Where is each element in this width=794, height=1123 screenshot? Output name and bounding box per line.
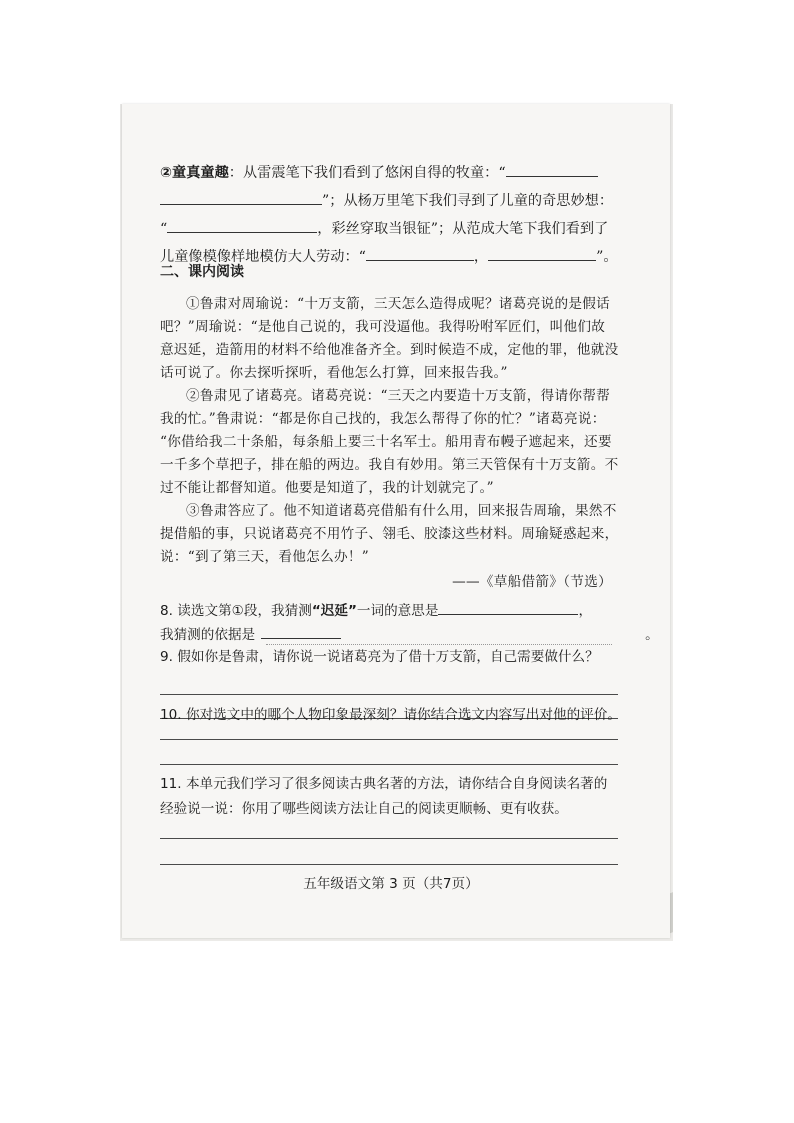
q8-blank-2-spacer [437,625,645,639]
s1-text-4c: ”。 [596,249,618,265]
q8-text-a: 8. 读选文第①段，我猜测 [160,603,312,619]
q9-answer-line-1[interactable] [160,694,618,695]
blank-3[interactable] [167,218,317,233]
q11-line-1: 11. 本单元我们学习了很多阅读古典名著的方法，请你结合自身阅读名著的 [160,776,608,792]
passage-p3-l2: 提借船的事，只说诸葛亮不用竹子、翎毛、胶漆这些材料。周瑜疑惑起来， [160,526,619,542]
s1-text-3a: “ [160,221,168,237]
s1-text-4a: 儿童像模像样地模仿大人劳动：“ [160,249,366,265]
q8-text-b: 一词的意思是 [356,603,439,619]
section-2-title: 二、课内阅读 [160,264,244,280]
q8-blank-2[interactable] [261,624,341,639]
passage-p1-l3: 意迟延，造箭用的材料不给他准备齐全。到时候造不成，定他的罪，他就没 [160,342,619,358]
q11-answer-line-1[interactable] [160,838,618,839]
q10-answer-line-2[interactable] [160,764,618,765]
q8-blank-2-line[interactable] [266,644,612,645]
q8-text-d: 我猜测的依据是 [160,627,256,643]
page-footer: 五年级语文第 3 页（共7页） [303,876,479,892]
s1-text-3b: ，彩丝穿取当银钲”；从范成大笔下我们看到了 [317,221,609,237]
q10-answer-line-1[interactable] [160,739,618,740]
q10-question: 10. 你对选文中的哪个人物印象最深刻？请你结合选文内容写出对他的评价。 [160,707,621,723]
q8-text-e: 。 [645,627,659,643]
blank-1[interactable] [506,162,598,177]
passage-p2-l4: 一千多个草把子，排在船的两边。我自有妙用。第三天管保有十万支箭。不 [160,457,619,473]
s1-label: ②童真童趣 [160,165,229,181]
s1-text-1: ：从雷震笔下我们看到了悠闲自得的牧童：“ [228,165,506,181]
q8-text-c: ， [578,603,593,619]
q8-line-1 [160,600,592,621]
q11-line-2: 经验说一说：你用了哪些阅读方法让自己的阅读更顺畅、更有收获。 [160,801,568,817]
blank-2[interactable] [160,190,322,205]
passage-p3-l1: ③鲁肃答应了。他不知道诸葛亮借船有什么用，回来报告周瑜，果然不 [186,503,617,519]
blank-4[interactable] [366,246,474,261]
passage-p1-l1: ①鲁肃对周瑜说：“十万支箭，三天怎么造得成呢？诸葛亮说的是假话 [186,296,611,312]
q8-line-2 [160,624,659,645]
passage-p1-l4: 话可说了。你去探听探听，看他怎么打算，回来报告我。” [160,365,508,381]
passage-p2-l1: ②鲁肃见了诸葛亮。诸葛亮说：“三天之内要造十万支箭，得请你帮帮 [186,388,611,404]
passage-p2-l3: “你借给我二十条船，每条船上要三十名军士。船用青布幔子遮起来，还要 [160,434,612,450]
passage-p3-l3: 说：“到了第三天，看他怎么办！” [160,549,370,565]
s1-line-1 [160,162,598,183]
q9-question: 9. 假如你是鲁肃，请你说一说诸葛亮为了借十万支箭，自己需要做什么？ [160,649,599,665]
s1-text-2: ”；从杨万里笔下我们寻到了儿童的奇思妙想： [322,193,614,209]
passage-p1-l2: 吧？”周瑜说：“是他自己说的，我可没逼他。我得吩咐军匠们，叫他们故 [160,319,606,335]
blank-5[interactable] [488,246,596,261]
q8-word: “迟延” [311,603,357,619]
passage-source: ——《草船借箭》（节选） [452,574,612,590]
s1-line-3 [160,218,608,239]
passage-p2-l5: 过不能让都督知道。他要是知道了，我的计划就完了。” [160,480,494,496]
q8-blank-1[interactable] [438,600,578,615]
q11-answer-line-2[interactable] [160,864,618,865]
passage-p2-l2: 我的忙。”鲁肃说：“都是你自己找的，我怎么帮得了你的忙？”诸葛亮说： [160,411,606,427]
s1-text-4b: ， [473,249,489,265]
s1-line-2 [160,190,613,211]
